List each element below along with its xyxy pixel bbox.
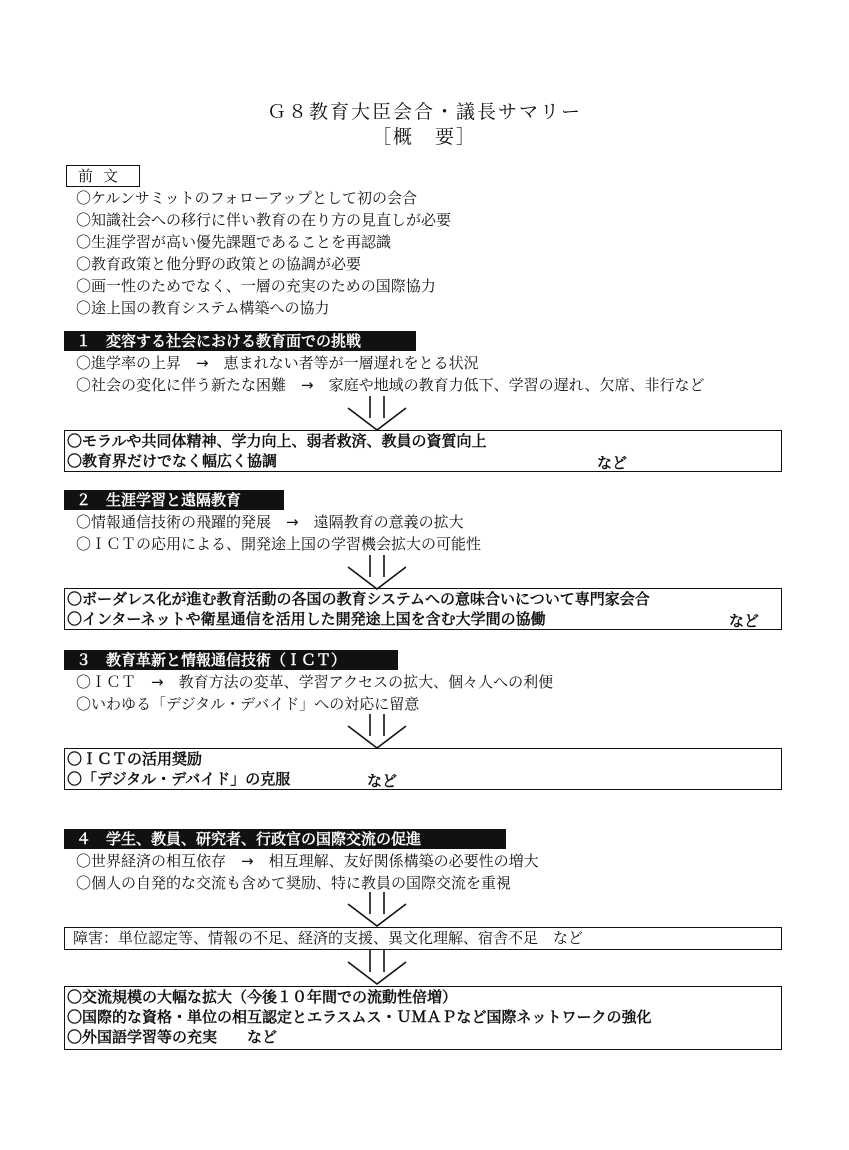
preface-item: 〇ケルンサミットのフォローアップとして初の会合 bbox=[76, 189, 418, 207]
down-arrow-icon bbox=[344, 396, 410, 432]
section-4-heading: ４ 学生、教員、研究者、行政官の国際交流の促進 bbox=[64, 829, 506, 849]
section-2-result-box bbox=[64, 588, 782, 630]
preface-item: 〇途上国の教育システム構築への協力 bbox=[76, 299, 330, 317]
preface-item: 〇生涯学習が高い優先課題であることを再認識 bbox=[76, 233, 392, 251]
section-2-item: 〇ＩＣＴの応用による、開発途上国の学習機会拡大の可能性 bbox=[76, 535, 482, 553]
section-1-result: 〇教育界だけでなく幅広く協調 bbox=[67, 452, 278, 470]
section-2-nado: など bbox=[729, 612, 760, 630]
page-subtitle: ［概 要］ bbox=[371, 126, 477, 148]
section-1-item: 〇進学率の上昇 → 恵まれない者等が一層遅れをとる状況 bbox=[76, 354, 479, 372]
section-1-nado: など bbox=[597, 454, 628, 472]
section-3-nado: など bbox=[367, 772, 398, 790]
obstacles-text: 障害：単位認定等、情報の不足、経済的支援、異文化理解、宿舎不足 など bbox=[73, 929, 584, 947]
obstacles-box bbox=[64, 927, 782, 950]
section-2-result: 〇インターネットや衛星通信を活用した開発途上国を含む大学間の協働 bbox=[67, 610, 546, 628]
section-3-result: 〇ＩＣＴの活用奨励 bbox=[67, 750, 203, 768]
preface-item: 〇知識社会への移行に伴い教育の在り方の見直しが必要 bbox=[76, 211, 452, 229]
section-3-result: 〇「デジタル・デバイド」の克服 bbox=[67, 770, 291, 788]
section-3-heading: ３ 教育革新と情報通信技術（ＩＣＴ） bbox=[64, 650, 398, 670]
down-arrow-icon bbox=[344, 892, 410, 928]
section-4-result: 〇交流規模の大幅な拡大（今後１０年間での流動性倍増） bbox=[67, 988, 458, 1006]
section-4-item: 〇世界経済の相互依存 → 相互理解、友好関係構築の必要性の増大 bbox=[76, 852, 539, 870]
section-4-result: 〇国際的な資格・単位の相互認定とエラスムス・ＵＭＡＰなど国際ネットワークの強化 bbox=[67, 1008, 652, 1026]
section-3-item: 〇ＩＣＴ → 教育方法の変革、学習アクセスの拡大、個々人への利便 bbox=[76, 673, 554, 691]
preface-label: 前文 bbox=[66, 165, 140, 187]
section-4-result: 〇外国語学習等の充実 など bbox=[67, 1028, 278, 1046]
section-1-item: 〇社会の変化に伴う新たな困難 → 家庭や地域の教育力低下、学習の遅れ、欠席、非行など bbox=[76, 376, 705, 394]
section-3-item: 〇いわゆる「デジタル・デバイド」への対応に留意 bbox=[76, 695, 420, 713]
down-arrow-icon bbox=[344, 555, 410, 591]
section-3-result-box bbox=[64, 748, 782, 790]
section-2-result: 〇ボーダレス化が進む教育活動の各国の教育システムへの意味合いについて専門家会合 bbox=[67, 590, 650, 608]
section-1-heading: １ 変容する社会における教育面での挑戦 bbox=[64, 331, 416, 351]
section-4-result-box bbox=[64, 986, 782, 1050]
section-2-heading: ２ 生涯学習と遠隔教育 bbox=[64, 490, 284, 510]
page-title: Ｇ８教育大臣会合・議長サマリー bbox=[266, 101, 582, 123]
preface-item: 〇画一性のためでなく、一層の充実のための国際協力 bbox=[76, 277, 436, 295]
section-1-result-box bbox=[64, 430, 782, 472]
section-1-result: 〇モラルや共同体精神、学力向上、弱者救済、教員の資質向上 bbox=[67, 432, 487, 450]
down-arrow-icon bbox=[344, 950, 410, 986]
section-2-item: 〇情報通信技術の飛躍的発展 → 遠隔教育の意義の拡大 bbox=[76, 513, 464, 531]
down-arrow-icon bbox=[344, 714, 410, 750]
preface-item: 〇教育政策と他分野の政策との協調が必要 bbox=[76, 255, 362, 273]
section-4-item: 〇個人の自発的な交流も含めて奨励、特に教員の国際交流を重視 bbox=[76, 874, 512, 892]
